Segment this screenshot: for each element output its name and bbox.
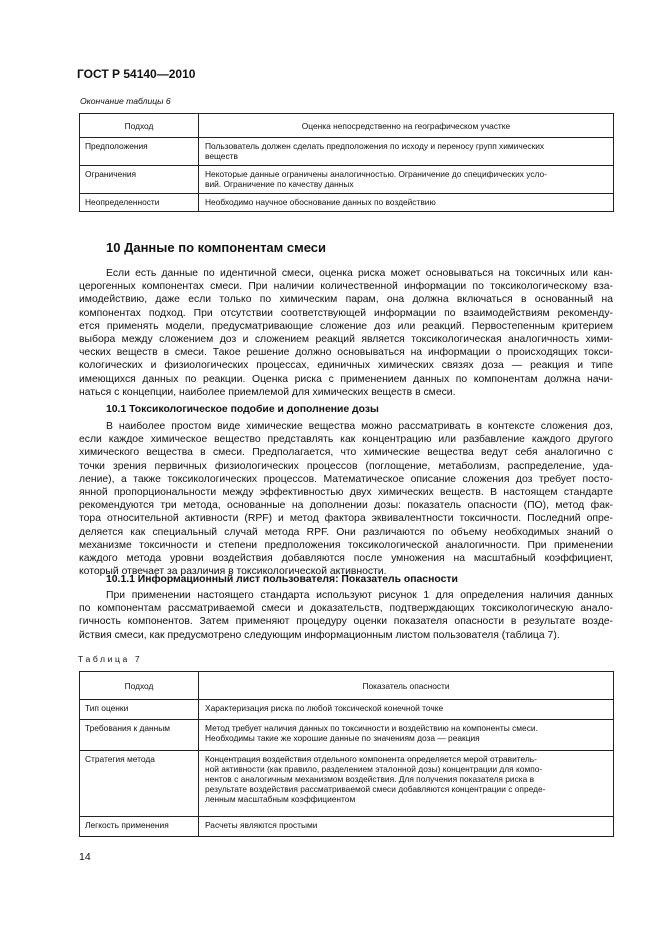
table6-row-value-line: Необходимо научное обоснование данных по воздействию (205, 197, 436, 207)
table-row (80, 138, 614, 166)
paragraph-line: компонентах подход. При отсутствии соответствующей информации по взаимодействиям рекоменду- (79, 307, 613, 319)
table-row (80, 194, 614, 212)
paragraph-line: Если есть данные по идентичной смеси, оценка риска может основываться на токсичных или кан- (106, 268, 613, 279)
table7-row-label: Тип оценки (80, 700, 199, 720)
paragraph-line: ление), а также токсикологических процессов. Математическое описание сложения доз требует посто- (79, 473, 613, 485)
table7-row-value-line: результате воздействия рассматриваемой смеси добавляются концентрации с опреде- (205, 784, 546, 794)
table6-row-value-line: вий. Ограничение по качеству данных (205, 179, 354, 189)
paragraph-line: деляется как специальный случай метода RPF. Они различаются по объему необходимых знаний о (79, 526, 613, 538)
paragraph-line: наться с концепции, наиболее приемлемой для химических веществ в смеси. (79, 386, 456, 398)
table-row (80, 817, 614, 837)
table7-row-label: Легкость применения (80, 817, 199, 837)
table7-row-value-line: нентов с аналогичным механизмом воздействия. Для получения показателя риска в (205, 774, 535, 784)
paragraph-line: тора относительной активности (RPF) и метод фактора эквивалентности токсичности. Последний опре- (79, 513, 613, 525)
table7-row-value-line: Характеризация риска по любой токсической конечной точке (205, 703, 444, 713)
table7-row-value-line: ной активности (как правило, разделением эталонной дозы) концентрации для компо- (205, 764, 543, 774)
page-number: 14 (79, 851, 91, 863)
paragraph-line: имеющихся данных по реакции. Оценка риска с применением данных по компонентам должна начи- (79, 373, 613, 385)
paragraph-line: гичность компонентов. Затем применяют процедуру оценки показателя опасности в результате возде- (79, 616, 613, 628)
paragraph-line: точки зрения первичных физиологических процессов (поглощение, метаболизм, распределение, уда- (79, 460, 613, 472)
table7-row-value-line: Концентрация воздействия отдельного компонента определяется мерой отравитель- (205, 754, 537, 764)
paragraph-line: механизме токсичности и степени предположения токсикологической аналогичности. При применении (79, 539, 613, 551)
paragraph-line: церогенных компонентах смеси. При наличии количественной информации по токсикологическому вза- (79, 281, 613, 293)
table7-row-label: Требования к данным (80, 720, 199, 751)
table-row (80, 166, 614, 194)
paragraph-line: который отвечает за различия в токсикологической активности. (79, 566, 387, 578)
table6-row-value-line: Некоторые данные ограничены аналогичностью. Ограничение до специфических усло- (205, 169, 547, 179)
paragraph-line: При применении настоящего стандарта используют рисунок 1 для определения наличия данных (106, 590, 613, 601)
table7-row-value-line: Расчеты являются простыми (205, 820, 318, 830)
paragraph-line: выбора между сложением доз и сложением реакций является токсикологическая аналогичность хими- (79, 333, 613, 345)
paragraph-line: по компонентам рассматриваемой смеси и доказательств, подтверждающих токсикологическую анало- (79, 603, 613, 615)
table6 (79, 113, 614, 212)
section-10-1-1-heading: 10.1.1 Информационный лист пользователя: Показатель опасности (106, 574, 458, 585)
table6-header-approach: Подход (80, 114, 199, 138)
table6-header-assessment: Оценка непосредственно на географическом участке (199, 114, 614, 138)
table7-header-hazard-index: Показатель опасности (199, 672, 614, 700)
table6-row-value-line: Пользователь должен сделать предположения по исходу и переносу групп химических (205, 141, 545, 151)
paragraph-line: ется применять модели, предусматривающие сложение доз или реакций. Первостепенным критерием (79, 320, 613, 332)
table7-row-value (199, 700, 614, 720)
table6-caption: Окончание таблицы 6 (80, 96, 171, 106)
standard-header: ГОСТ Р 54140—2010 (77, 67, 196, 81)
table6-row-value (199, 138, 614, 166)
table7-row-value-line: Метод требует наличия данных по токсичности и воздействию на компоненты смеси. (205, 723, 538, 733)
table6-row-label: Неопределенности (80, 194, 199, 212)
paragraph-line: каждого метода уровни воздействия добавляются после умножения на масштабный коэффициент, (79, 552, 613, 564)
table6-row-value-line: веществ (205, 151, 238, 161)
section-10-1-1-paragraph (79, 589, 613, 642)
paragraph-line: ческих веществ в смеси. Такое решение должно основываться на информации о происходящих токси- (79, 347, 613, 359)
table7-caption: Таблица 7 (78, 654, 143, 664)
section-10-1-heading: 10.1 Токсикологическое подобие и дополнение дозы (106, 404, 379, 415)
table7-row-label: Стратегия метода (80, 751, 199, 817)
table6-row-value (199, 166, 614, 194)
paragraph-line: В наиболее простом виде химические вещества можно рассматривать в контексте сложения доз, (106, 421, 613, 432)
paragraph-line: янной пропорциональности между эффективностью двух химических веществ. В настоящем стандарте (79, 486, 613, 498)
table7-row-value-line: Необходимы такие же хорошие данные по значениям доза — реакция (205, 733, 480, 743)
table6-row-label: Ограничения (80, 166, 199, 194)
paragraph-line: имодействию, даже если только по химическим парам, она должна включаться в основанный на (79, 294, 613, 306)
table6-row-label: Предположения (80, 138, 199, 166)
paragraph-line: йствия смеси, как предусмотрено следующим информационным листом пользователя (таблица 7). (79, 629, 560, 641)
table7-row-value (199, 751, 614, 817)
table6-row-value (199, 194, 614, 212)
paragraph-line: кологических и физиологических процессах, единичных химических связях доза — реакция и типе (79, 360, 613, 372)
table-row (80, 700, 614, 720)
table7 (79, 671, 614, 837)
paragraph-line: рекомендуются три метода, основанные на дополнении дозы: показатель опасности (ПО), метод фак- (79, 500, 613, 512)
paragraph-line: если каждое химическое вещество представлять как концентрацию или разбавление каждого другого (79, 434, 613, 446)
table-row (80, 751, 614, 817)
table7-row-value-line: ленным масштабным коэффициентом (205, 794, 356, 804)
table-row (80, 720, 614, 751)
section-10-heading: 10 Данные по компонентам смеси (106, 240, 327, 255)
table7-header-approach: Подход (80, 672, 199, 700)
table7-row-value (199, 817, 614, 837)
paragraph-line: химического вещества в смеси. Предполагается, что химические вещества ведут себя аналогично с (79, 447, 613, 459)
table7-row-value (199, 720, 614, 751)
section-10-1-paragraph (79, 420, 613, 578)
section-10-paragraph (79, 267, 613, 399)
